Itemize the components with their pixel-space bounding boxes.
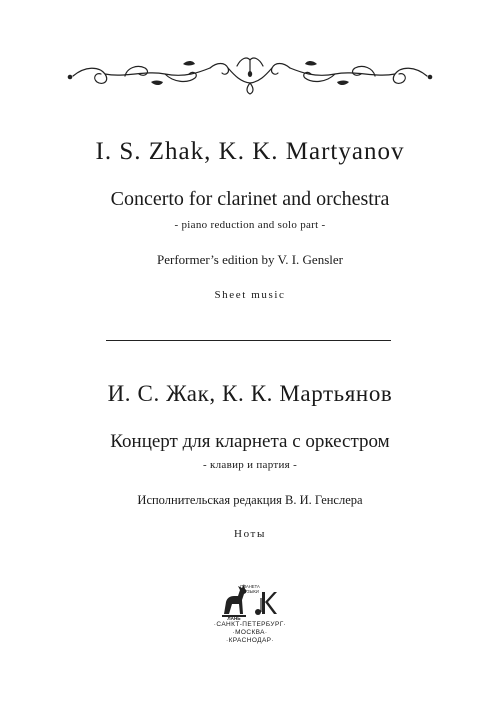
svg-text:ПЛАНЕТА: ПЛАНЕТА: [240, 584, 260, 589]
genre-english: Sheet music: [214, 289, 286, 301]
subtitle-russian: - клавир и партия -: [202, 459, 298, 471]
authors-russian: И. С. Жак, К. К. Мартьянов: [107, 381, 393, 406]
imprint-city-krasnodar: ·КРАСНОДАР·: [226, 637, 274, 644]
section-divider: [106, 340, 391, 341]
authors-english: I. S. Zhak, K. K. Martyanov: [95, 138, 405, 165]
publisher-logo-icon: [218, 580, 282, 620]
imprint-city-moscow: ·МОСКВА·: [232, 629, 268, 636]
editor-russian: Исполнительская редакция В. И. Генслера: [137, 493, 363, 507]
svg-text:ЛАНЬ: ЛАНЬ: [227, 616, 241, 620]
svg-text:МУЗЫКИ: МУЗЫКИ: [241, 589, 259, 594]
genre-russian: Ноты: [234, 528, 266, 540]
imprint-city-saint-petersburg: ·САНКТ-ПЕТЕРБУРГ·: [213, 621, 287, 628]
decorative-ornament: [65, 52, 435, 96]
title-russian: Концерт для кларнета с оркестром: [110, 431, 390, 452]
title-english: Concerto for clarinet and orchestra: [110, 188, 390, 210]
subtitle-english: - piano reduction and solo part -: [174, 219, 326, 231]
editor-english: Performer’s edition by V. I. Gensler: [157, 252, 343, 267]
